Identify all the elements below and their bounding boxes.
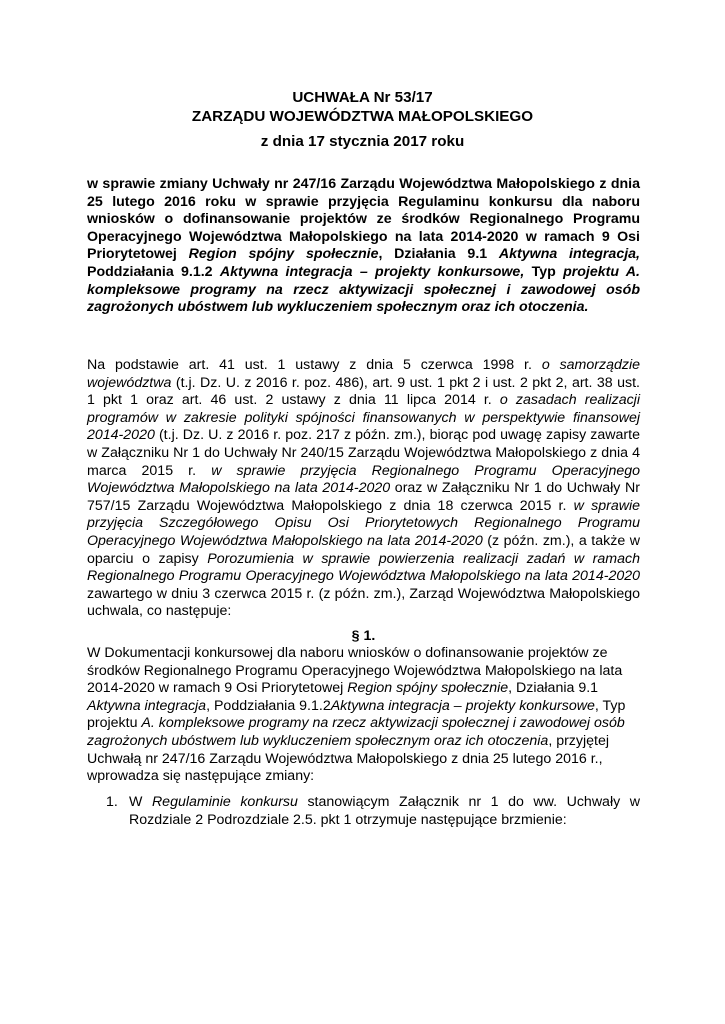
subject-text: w sprawie zmiany Uchwały nr 247/16 Zarządu Województwa Małopolskiego z dnia 25 lutego 2016 roku w sprawie przyjęcia Regulaminu konkursu dla naboru wniosków o dofinansowanie projektów ze środków Regionalnego Programu Operacyjnego Województwa Małopolskiego na lata 2014-2020 w ramach 9 Osi Priorytetowej: [87, 176, 640, 263]
subject-italic: Aktywna integracja,: [498, 246, 640, 263]
resolution-number: UCHWAŁA Nr 53/17: [292, 89, 433, 106]
basis-text: oraz w Załączniku Nr 1 do Uchwały Nr 757/15 Zarządu Województwa Małopolskiego z dnia 18 czerwca 2015 r.: [87, 480, 640, 514]
section-text: , Działania 9.1: [508, 680, 599, 697]
item-text: W: [129, 794, 152, 810]
basis-text: Na podstawie art. 41 ust. 1 ustawy z dnia 5 czerwca 1998 r.: [87, 357, 542, 373]
list-item-number: 1.: [106, 794, 118, 810]
basis-italic: Porozumienia w sprawie powierzenia realizacji zadań w ramach Regionalnego Programu Operacyjnego Województwa Małopolskiego na lata 2014-2020: [87, 550, 640, 585]
section-heading: § 1.: [351, 628, 376, 644]
basis-text: zawartego w dniu 3 czerwca 2015 r. (z późn. zm.), Zarząd Województwa Małopolskiego uchwala, co następuje:: [87, 585, 640, 620]
basis-italic: o samorządzie województwa: [87, 357, 641, 391]
section-text: , przyjętej Uchwałą nr 247/16 Zarządu Województwa Małopolskiego z dnia 25 lutego 2016 r., wprowadza się następujące zmiany:: [87, 732, 610, 785]
basis-text: (t.j. Dz. U. z 2016 r. poz. 217 z późn. zm.), biorąc pod uwagę zapisy zawarte w Załączniku Nr 1 do Uchwały Nr 240/15 Zarządu Województwa Małopolskiego z dnia 4 marca 2015 r.: [87, 427, 640, 479]
subject-text: , Działania 9.1: [378, 246, 499, 263]
section-text: , Typ projektu: [87, 697, 626, 732]
section-1-paragraph: [87, 645, 640, 786]
basis-text: (t.j. Dz. U. z 2016 r. poz. 486), art. 9 ust. 1 pkt 2 i ust. 2 pkt 2, art. 38 ust. 1 pkt 1 oraz art. 46 ust. 2 ustawy z dnia 11 lipca 2014 r.: [87, 374, 640, 409]
section-italic: A. kompleksowe programy na rzecz aktywizacji społecznej i zawodowej osób zagrożonych ubóstwem lub wykluczeniem społecznym oraz ich otoczenia: [87, 715, 625, 749]
section-italic: Aktywna integracja – projekty konkursowe: [330, 697, 595, 714]
item-text: stanowiącym Załącznik nr 1 do ww. Uchwały w Rozdziale 2 Podrozdziale 2.5. pkt 1 otrzymuje następujące brzmienie:: [129, 794, 640, 828]
resolution-date: z dnia 17 stycznia 2017 roku: [260, 133, 465, 150]
basis-italic: w sprawie przyjęcia Regionalnego Programu Operacyjnego Województwa Małopolskiego na lata 2014-2020: [87, 462, 641, 497]
subject-italic: Region spójny społecznie: [188, 246, 379, 263]
list-item-text: [129, 793, 640, 829]
subject-italic: Aktywna integracja – projekty konkursowe,: [219, 263, 525, 280]
resolution-subject: [87, 176, 640, 317]
item-italic: Regulaminie konkursu: [151, 794, 298, 810]
legal-basis-paragraph: [87, 357, 640, 621]
section-italic: Region spójny społecznie: [347, 680, 509, 697]
subject-italic: projektu A. kompleksowe programy na rzecz aktywizacji społecznej i zawodowej osób zagrożonych ubóstwem lub wykluczeniem społecznym oraz ich otoczenia.: [87, 263, 640, 316]
basis-italic: w sprawie przyjęcia Szczegółowego Opisu Osi Priorytetowych Regionalnego Programu Operacyjnego Województwa Małopolskiego na lata 2014-2020: [87, 497, 640, 549]
basis-italic: o zasadach realizacji programów w zakresie polityki spójności finansowanych w perspektywie finansowej 2014-2020: [87, 392, 640, 444]
section-text: W Dokumentacji konkursowej dla naboru wniosków o dofinansowanie projektów ze środków Regionalnego Programu Operacyjnego Województwa Małopolskiego na lata 2014-2020 w ramach 9 Osi Priorytetowej: [87, 645, 623, 697]
basis-text: (z późn. zm.), a także w oparciu o zapisy: [87, 532, 640, 567]
subject-text: Typ: [524, 263, 564, 280]
section-text: , Poddziałania 9.1.2: [206, 697, 331, 714]
section-italic: Aktywna integracja: [87, 697, 207, 714]
issuing-body: ZARZĄDU WOJEWÓDZTWA MAŁOPOLSKIEGO: [191, 108, 534, 125]
subject-text: Poddziałania 9.1.2: [87, 263, 220, 280]
